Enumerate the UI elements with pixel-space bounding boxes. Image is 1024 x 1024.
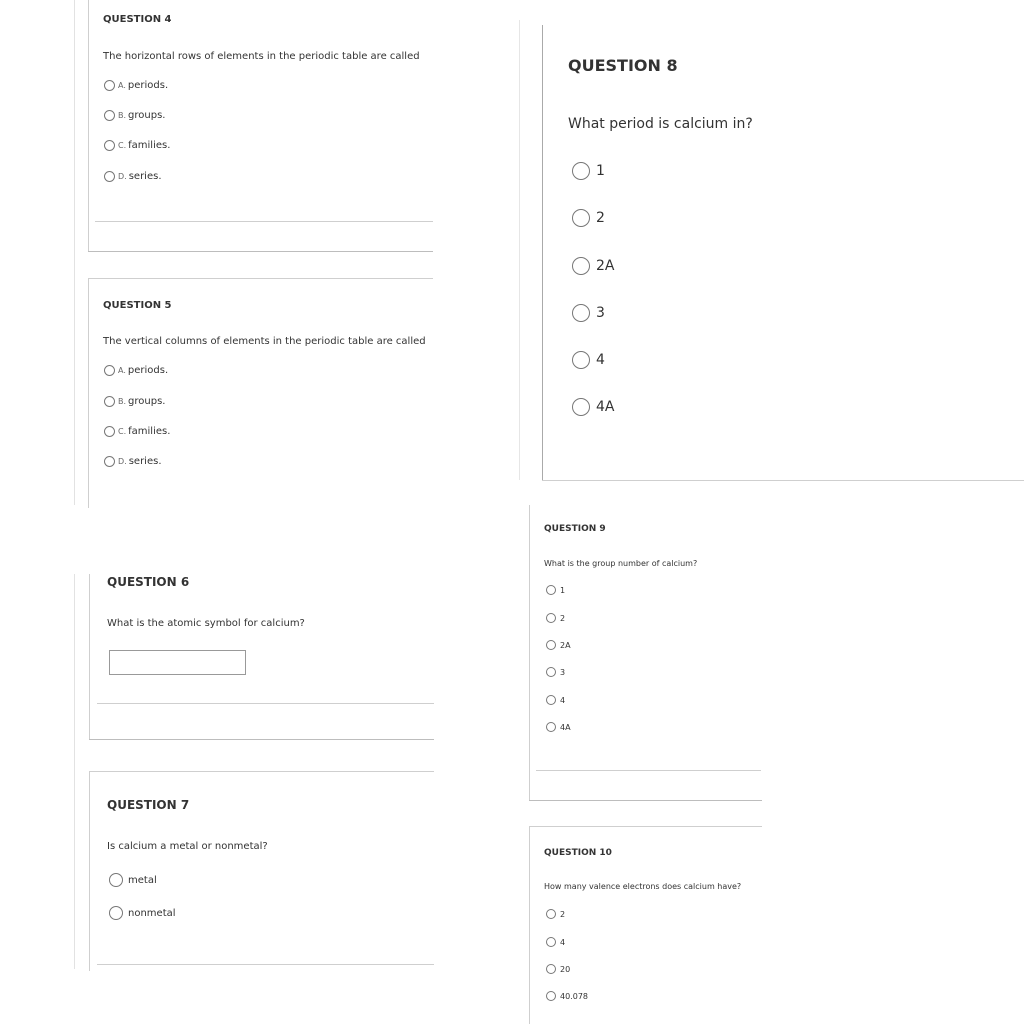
q6-answer-input[interactable] <box>109 650 246 675</box>
radio-button[interactable] <box>572 257 590 275</box>
radio-button[interactable] <box>546 722 556 732</box>
option-label: 2 <box>560 613 566 623</box>
q5-option-c[interactable] <box>104 426 170 437</box>
option-letter: A. <box>118 81 126 90</box>
radio-button[interactable] <box>104 80 115 91</box>
q8-option-1[interactable] <box>572 162 605 180</box>
radio-button[interactable] <box>104 365 115 376</box>
option-label: 4A <box>560 722 571 732</box>
q6-question-text: What is the atomic symbol for calcium? <box>107 618 305 629</box>
q7-left-border <box>89 771 90 971</box>
q10-title: QUESTION 10 <box>544 848 612 858</box>
radio-button[interactable] <box>546 991 556 1001</box>
q7-title: QUESTION 7 <box>107 798 190 812</box>
q9-question-text: What is the group number of calcium? <box>544 559 698 568</box>
option-label: families. <box>128 140 171 151</box>
radio-button[interactable] <box>109 906 123 920</box>
radio-button[interactable] <box>109 873 123 887</box>
q9-divider <box>536 770 761 771</box>
q9-left-border <box>529 505 530 801</box>
radio-button[interactable] <box>104 140 115 151</box>
option-label: 1 <box>560 585 566 595</box>
option-letter: D. <box>118 172 127 181</box>
q4-left-border <box>88 0 89 252</box>
option-letter: D. <box>118 457 127 466</box>
q4-bottom-border <box>88 251 433 252</box>
q10-option-4[interactable] <box>546 937 565 947</box>
q9-option-4a[interactable] <box>546 722 571 732</box>
radio-button[interactable] <box>546 667 556 677</box>
option-label: 3 <box>596 305 605 321</box>
q8-option-2a[interactable] <box>572 257 614 275</box>
radio-button[interactable] <box>546 964 556 974</box>
q10-option-20[interactable] <box>546 964 570 974</box>
q7-option-metal[interactable] <box>109 873 157 887</box>
q6-left-border <box>89 574 90 740</box>
radio-button[interactable] <box>572 209 590 227</box>
option-label: 4 <box>596 352 605 368</box>
radio-button[interactable] <box>546 695 556 705</box>
q6-title: QUESTION 6 <box>107 575 190 589</box>
option-letter: B. <box>118 397 127 406</box>
q4-question-text: The horizontal rows of elements in the periodic table are called <box>103 51 420 62</box>
radio-button[interactable] <box>104 171 115 182</box>
q4-option-a[interactable] <box>104 80 168 91</box>
radio-button[interactable] <box>572 351 590 369</box>
q10-top-border <box>529 826 762 827</box>
q7-option-nonmetal[interactable] <box>109 906 176 920</box>
q5-option-a[interactable] <box>104 365 168 376</box>
q9-title: QUESTION 9 <box>544 524 606 534</box>
option-label: 40.078 <box>560 991 588 1001</box>
radio-button[interactable] <box>572 162 590 180</box>
q10-option-2[interactable] <box>546 909 565 919</box>
option-label: 4 <box>560 937 566 947</box>
option-letter: C. <box>118 141 127 150</box>
q8-option-3[interactable] <box>572 304 605 322</box>
option-letter: B. <box>118 111 127 120</box>
option-label: metal <box>128 874 157 886</box>
q7-top-border <box>89 771 434 772</box>
q9-option-4[interactable] <box>546 695 565 705</box>
question-6-card <box>0 560 440 750</box>
option-label: series. <box>128 171 162 182</box>
q8-option-4a[interactable] <box>572 398 614 416</box>
q8-option-2[interactable] <box>572 209 605 227</box>
radio-button[interactable] <box>546 640 556 650</box>
q8-option-4[interactable] <box>572 351 605 369</box>
q9-option-2[interactable] <box>546 613 565 623</box>
q7-divider <box>97 964 434 965</box>
radio-button[interactable] <box>572 398 590 416</box>
option-label: 2 <box>560 909 566 919</box>
q8-left-border <box>542 25 543 481</box>
q6-divider <box>97 703 434 704</box>
q4-divider <box>95 221 433 222</box>
question-4-card <box>0 0 440 260</box>
q9-option-2a[interactable] <box>546 640 571 650</box>
option-label: groups. <box>128 110 166 121</box>
radio-button[interactable] <box>572 304 590 322</box>
question-7-card <box>0 765 440 975</box>
option-label: families. <box>128 426 171 437</box>
q8-bottom-border <box>542 480 1024 481</box>
q9-bottom-border <box>529 800 762 801</box>
q5-top-border <box>88 278 433 279</box>
radio-button[interactable] <box>104 110 115 121</box>
q4-option-b[interactable] <box>104 110 165 121</box>
radio-button[interactable] <box>546 909 556 919</box>
option-label: 4A <box>596 399 615 415</box>
q5-left-border <box>88 278 89 508</box>
radio-button[interactable] <box>104 456 115 467</box>
option-label: series. <box>128 456 162 467</box>
q5-option-d[interactable] <box>104 456 162 467</box>
q5-question-text: The vertical columns of elements in the periodic table are called <box>103 336 426 347</box>
q8-title: QUESTION 8 <box>568 56 678 75</box>
question-5-card <box>0 270 440 510</box>
q7-question-text: Is calcium a metal or nonmetal? <box>107 841 268 852</box>
option-label: 3 <box>560 667 566 677</box>
option-label: groups. <box>128 396 166 407</box>
radio-button[interactable] <box>546 613 556 623</box>
option-label: periods. <box>127 80 169 91</box>
question-8-card <box>515 20 1024 490</box>
option-label: 20 <box>560 964 571 974</box>
q6-bottom-border <box>89 739 434 740</box>
q5-title: QUESTION 5 <box>103 300 172 311</box>
radio-button[interactable] <box>546 585 556 595</box>
question-10-card <box>520 820 770 1024</box>
q4-option-c[interactable] <box>104 140 170 151</box>
option-label: 2 <box>596 210 605 226</box>
q5-option-b[interactable] <box>104 396 165 407</box>
option-label: 2A <box>560 640 571 650</box>
option-label: 1 <box>596 163 605 179</box>
option-letter: C. <box>118 427 127 436</box>
option-label: periods. <box>127 365 169 376</box>
question-9-card <box>520 505 770 805</box>
q9-option-1[interactable] <box>546 585 565 595</box>
option-letter: A. <box>118 366 126 375</box>
q4-option-d[interactable] <box>104 171 162 182</box>
radio-button[interactable] <box>104 396 115 407</box>
q10-left-border <box>529 826 530 1024</box>
q10-question-text: How many valence electrons does calcium have? <box>544 882 742 891</box>
option-label: nonmetal <box>128 907 176 919</box>
q10-option-40078[interactable] <box>546 991 588 1001</box>
q4-title: QUESTION 4 <box>103 14 172 25</box>
q8-outer-border <box>519 20 520 480</box>
q9-option-3[interactable] <box>546 667 565 677</box>
radio-button[interactable] <box>546 937 556 947</box>
radio-button[interactable] <box>104 426 115 437</box>
q8-question-text: What period is calcium in? <box>568 116 753 132</box>
option-label: 4 <box>560 695 566 705</box>
option-label: 2A <box>596 258 615 274</box>
